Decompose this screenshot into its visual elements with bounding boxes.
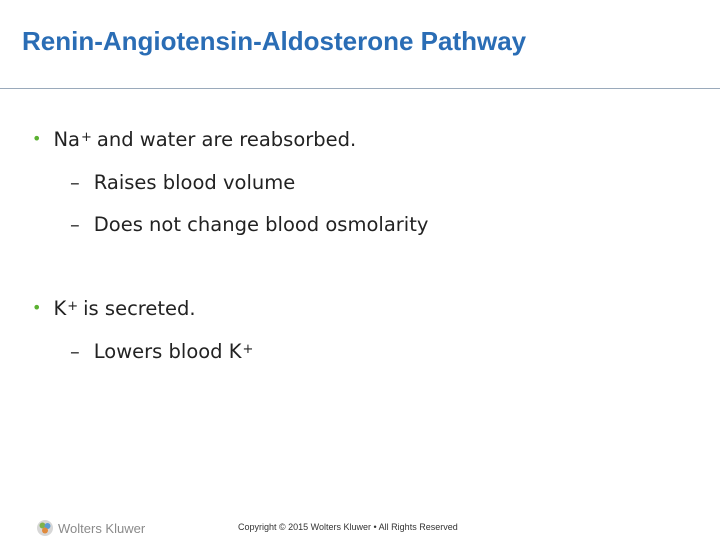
bullet-item: [32, 128, 356, 151]
bullet-prefix: K: [53, 297, 67, 320]
bullet-superscript: +: [67, 299, 79, 314]
title-divider: [0, 88, 720, 89]
bullet-text: and water are reabsorbed.: [96, 128, 357, 151]
logo-text: Wolters Kluwer: [58, 520, 146, 536]
dash-icon: –: [70, 171, 80, 194]
bullet-text: is secreted.: [83, 297, 196, 320]
wolters-kluwer-logo: [36, 519, 145, 537]
bullet-item: [32, 297, 196, 320]
dash-icon: –: [70, 340, 80, 363]
sub-item: [70, 171, 295, 194]
dash-icon: –: [70, 213, 80, 236]
bullet-superscript: +: [80, 130, 92, 145]
sub-item-superscript: +: [242, 342, 254, 357]
sub-item: [70, 213, 428, 236]
bullet-dot-icon: •: [32, 129, 42, 148]
sub-item-text: Lowers blood K: [93, 340, 242, 363]
sub-item: [70, 340, 258, 363]
bullet-prefix: Na: [53, 128, 80, 151]
slide-title: Renin-Angiotensin-Aldosterone Pathway: [22, 26, 527, 56]
logo-mark-icon: [36, 519, 54, 537]
sub-item-text: Raises blood volume: [93, 171, 296, 194]
bullet-dot-icon: •: [32, 298, 42, 317]
sub-item-text: Does not change blood osmolarity: [93, 213, 429, 236]
copyright-text: Copyright © 2015 Wolters Kluwer • All Rights Reserved: [238, 522, 458, 532]
